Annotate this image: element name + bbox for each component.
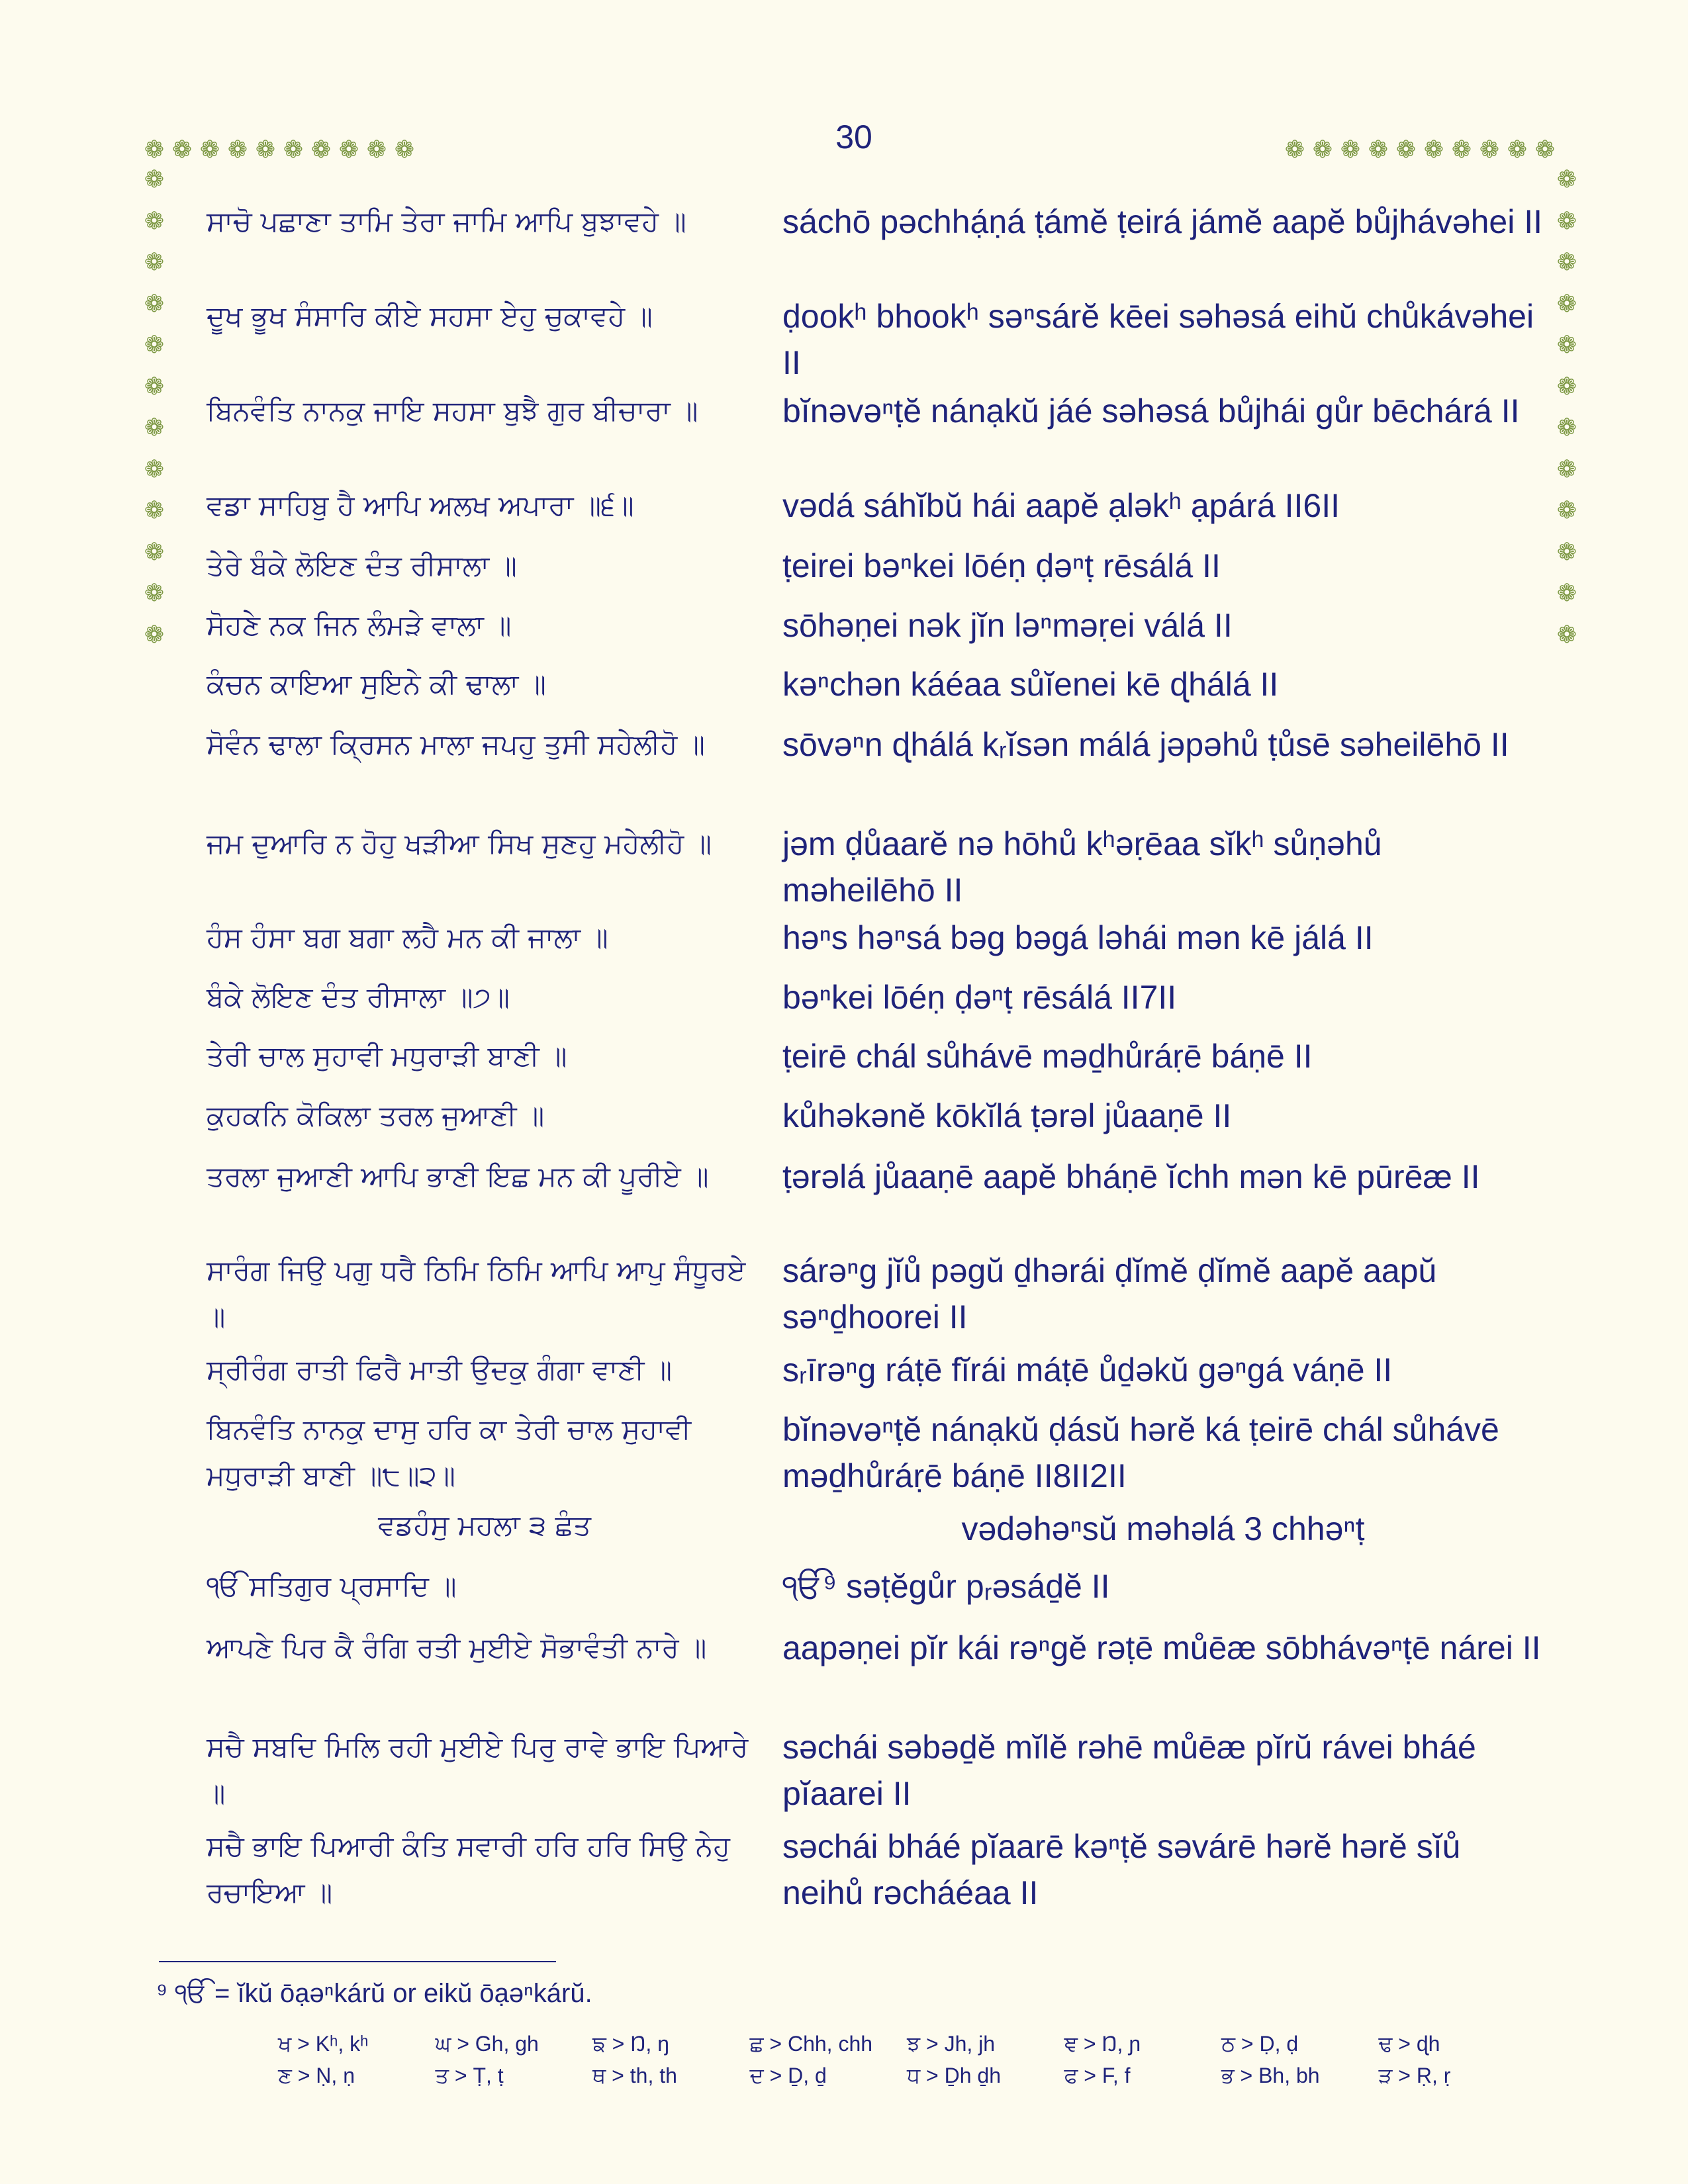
legend-entry: ਝ > Jh, jh [907, 2032, 996, 2056]
page-number: 30 [835, 118, 872, 156]
flower-ornament-icon: ❁ [1395, 136, 1417, 163]
flower-ornament-icon: ❁ [338, 136, 359, 163]
flower-ornament-icon: ❁ [1479, 136, 1500, 163]
footnote [156, 1979, 1546, 2009]
transliteration-heading: vədəhəⁿsŭ məhəlá 3 chhəⁿṭ [961, 1510, 1365, 1547]
legend-entry: ਤ > Ṭ, ṭ [435, 2064, 504, 2087]
flower-ornament-icon: ❁ [1534, 136, 1556, 163]
gurmukhi-text: ਤੇਰੀ ਚਾਲ ਸੁਹਾਵੀ ਮਧੁਰਾੜੀ ਬਾਣੀ ॥ [207, 1040, 567, 1072]
flower-ornament-icon: ❁ [1556, 249, 1577, 276]
transliteration-text: səchái səbəḏĕ mĭlĕ rəhē můēæ pĭrŭ rávei bháé pĭaarei II [782, 1729, 1476, 1812]
legend-entry: ੜ > Ṛ, ṛ [1378, 2064, 1451, 2087]
legend-entry: ਘ > Gh, gh [435, 2032, 539, 2056]
flower-ornament-icon: ❁ [1556, 414, 1577, 441]
flower-ornament-icon: ❁ [394, 136, 415, 163]
flower-ornament-icon: ❁ [144, 166, 165, 193]
flower-ornament-icon: ❁ [227, 136, 248, 163]
transliteration-text: bĭnəvəⁿṭĕ nánạkŭ jáé səhəsá bůjhái gůr bēchárá II [782, 392, 1520, 430]
transliteration-text: ṭeirei bəⁿkei lōéṇ ḍəⁿṭ rēsálá II [782, 547, 1221, 584]
flower-ornament-icon: ❁ [1284, 136, 1305, 163]
top-left-ornament [140, 136, 418, 164]
gurmukhi-text: ਕੰਚਨ ਕਾਇਆ ਸੁਇਨੇ ਕੀ ਢਾਲਾ ॥ [207, 668, 546, 700]
transliteration-text: səchái bháé pĭaarē kəⁿṭĕ səvárē hərĕ hərĕ sĭů neihů rəcháéaa II [782, 1828, 1461, 1911]
transliteration-text: bĭnəvəⁿṭĕ nánạkŭ ḍásŭ hərĕ ká ṭeirē chál sůhávē məḏhůráṛē báṇē II8II2II [782, 1411, 1499, 1494]
flower-ornament-icon: ❁ [1556, 580, 1577, 607]
flower-ornament-icon: ❁ [144, 332, 165, 359]
right-ornament-column [1553, 159, 1581, 656]
top-right-ornament [1281, 136, 1559, 164]
flower-ornament-icon: ❁ [1556, 290, 1577, 318]
flower-ornament-icon: ❁ [144, 621, 165, 649]
flower-ornament-icon: ❁ [144, 538, 165, 566]
flower-ornament-icon: ❁ [144, 580, 165, 607]
gurmukhi-text: ਬਿਨਵੰਤਿ ਨਾਨਕੁ ਦਾਸੁ ਹਰਿ ਕਾ ਤੇਰੀ ਚਾਲ ਸੁਹਾਵੀ ਮਧੁਰਾੜੀ ਬਾਣੀ ॥੮॥੨॥ [207, 1413, 692, 1492]
flower-ornament-icon: ❁ [1368, 136, 1389, 163]
legend-row [278, 2032, 1536, 2064]
gurmukhi-text: ਦੂਖ ਭੂਖ ਸੰਸਾਰਿ ਕੀਏ ਸਹਸਾ ਏਹੁ ਚੁਕਾਵਹੇ ॥ [207, 300, 653, 332]
transliteration-text: sᵣīrəⁿg ráṭē fĭrái máṭē ůḏəkŭ gəⁿgá váṇē II [782, 1351, 1393, 1388]
flower-ornament-icon: ❁ [144, 497, 165, 524]
flower-ornament-icon: ❁ [1556, 497, 1577, 524]
flower-ornament-icon: ❁ [144, 249, 165, 276]
footnote-text: ੴ = ĭkŭ ōạəⁿkárŭ or eikŭ ōạəⁿkárŭ. [175, 1979, 592, 2008]
legend-entry: ਢ > ɖh [1378, 2032, 1440, 2056]
gurmukhi-text: ੴ ਸਤਿਗੁਰ ਪ੍ਰਸਾਦਿ ॥ [207, 1570, 457, 1602]
transliteration-text: sōhəṇei nək jĭn ləⁿməṛei válá II [782, 607, 1233, 644]
legend-entry: ਭ > Bh, bh [1221, 2064, 1320, 2087]
legend-entry: ਫ > F, f [1064, 2064, 1131, 2087]
gurmukhi-text: ਵਡਾ ਸਾਹਿਬੁ ਹੈ ਆਪਿ ਅਲਖ ਅਪਾਰਾ ॥੬॥ [207, 489, 634, 522]
flower-ornament-icon: ❁ [1423, 136, 1444, 163]
gurmukhi-text: ਜਮ ਦੁਆਰਿ ਨ ਹੋਹੁ ਖੜੀਆ ਸਿਖ ਸੁਣਹੁ ਮਹੇਲੀਹੋ ॥ [207, 827, 712, 860]
flower-ornament-icon: ❁ [144, 414, 165, 441]
flower-ornament-icon: ❁ [1312, 136, 1333, 163]
transliteration-text: kůhəkənĕ kōkĭlá ṭərəl jůaaṇē II [782, 1097, 1232, 1134]
flower-ornament-icon: ❁ [255, 136, 276, 163]
flower-ornament-icon: ❁ [1556, 373, 1577, 400]
transliteration-text: ṭeirē chál sůhávē məḏhůráṛē báṇē II [782, 1038, 1313, 1075]
gurmukhi-text: ਬੰਕੇ ਲੋਇਣ ਦੰਤ ਰੀਸਾਲਾ ॥੭॥ [207, 981, 510, 1013]
transliteration-legend [278, 2032, 1536, 2095]
flower-ornament-icon: ❁ [1556, 166, 1577, 193]
flower-ornament-icon: ❁ [1556, 207, 1577, 235]
flower-ornament-icon: ❁ [1556, 538, 1577, 566]
transliteration-text: jəm ḍůaarĕ nə hōhů kʰəṛēaa sĭkʰ sůṇəhů məheilēhō II [782, 825, 1382, 909]
flower-ornament-icon: ❁ [1507, 136, 1528, 163]
legend-entry: ਞ > Ŋ, ɲ [1064, 2032, 1141, 2056]
transliteration-text: aapəṇei pĭr kái rəⁿgĕ rəṭē můēæ sōbhávəⁿṭē nárei II [782, 1629, 1541, 1666]
transliteration-text: sáchō pəchhạ́ṇá ṭámĕ ṭeirá jámĕ aapĕ bůjhávəhei II [782, 203, 1542, 240]
gurmukhi-text: ਸਾਰੰਗ ਜਿਉ ਪਗੁ ਧਰੈ ਠਿਮਿ ਠਿਮਿ ਆਪਿ ਆਪੁ ਸੰਧੂਰਏ ॥ [207, 1254, 746, 1333]
transliteration-text: sárəⁿg jĭů pəgŭ ḏhərái ḍĭmĕ ḍĭmĕ aapĕ aapŭ səⁿḏhoorei II [782, 1252, 1437, 1336]
gurmukhi-text: ਸ੍ਰੀਰੰਗ ਰਾਤੀ ਫਿਰੈ ਮਾਤੀ ਉਦਕੁ ਗੰਗਾ ਵਾਣੀ ॥ [207, 1353, 673, 1386]
transliteration-text: vədá sáhĭbŭ hái aapĕ ạləkʰ ạpárá II6II [782, 487, 1340, 524]
flower-ornament-icon: ❁ [144, 373, 165, 400]
legend-entry: ਧ > Ḏh ḏh [907, 2064, 1002, 2087]
flower-ornament-icon: ❁ [171, 136, 193, 163]
transliteration-text: bəⁿkei lōéṇ ḍəⁿṭ rēsálá II7II [782, 979, 1177, 1016]
flower-ornament-icon: ❁ [144, 290, 165, 318]
legend-entry: ਥ > th, th [592, 2064, 677, 2087]
legend-entry: ਦ > Ḏ, ḏ [749, 2064, 827, 2087]
gurmukhi-text: ਸੋਹਣੇ ਨਕ ਜਿਨ ਲੰਮੜੇ ਵਾਲਾ ॥ [207, 609, 512, 641]
flower-ornament-icon: ❁ [1451, 136, 1472, 163]
gurmukhi-text: ਹੰਸ ਹੰਸਾ ਬਗ ਬਗਾ ਲਹੈ ਮਨ ਕੀ ਜਾਲਾ ॥ [207, 921, 608, 954]
flower-ornament-icon: ❁ [1556, 332, 1577, 359]
flower-ornament-icon: ❁ [1340, 136, 1361, 163]
gurmukhi-text: ਸੋਵੰਨ ਢਾਲਾ ਕ੍ਰਿਸਨ ਮਾਲਾ ਜਪਹੁ ਤੁਸੀ ਸਹੇਲੀਹੋ ॥ [207, 728, 705, 760]
legend-entry: ਠ > Ḍ, ḍ [1221, 2032, 1299, 2056]
transliteration-text: kəⁿchən káéaa sůĭenei kē ɖhálá II [782, 666, 1279, 703]
footnote-divider [159, 1961, 556, 1962]
transliteration-text: sōvəⁿn ɖhálá kᵣĭsən málá jəpəhů ṭůsē səheilēhō II [782, 726, 1509, 763]
transliteration-text: ੴ⁹ səṭĕgůr pᵣəsáḏĕ II [782, 1568, 1110, 1605]
legend-entry: ਛ > Chh, chh [749, 2032, 873, 2056]
gurmukhi-text: ਆਪਣੇ ਪਿਰ ਕੈ ਰੰਗਿ ਰਤੀ ਮੁਈਏ ਸੋਭਾਵੰਤੀ ਨਾਰੇ ॥ [207, 1631, 707, 1664]
gurmukhi-text: ਸਚੈ ਸਬਦਿ ਮਿਲਿ ਰਹੀ ਮੁਈਏ ਪਿਰੁ ਰਾਵੇ ਭਾਇ ਪਿਆਰੇ ॥ [207, 1731, 749, 1809]
flower-ornament-icon: ❁ [144, 207, 165, 235]
transliteration-text: ṭərəlá jůaaṇē aapĕ bháṇē ĭchh mən kē pūrēæ II [782, 1158, 1480, 1195]
flower-ornament-icon: ❁ [1556, 621, 1577, 649]
left-ornament-column [140, 159, 168, 656]
gurmukhi-heading: ਵਡਹੰਸੁ ਮਹਲਾ ੩ ਛੰਤ [378, 1509, 591, 1541]
gurmukhi-text: ਕੁਹਕਨਿ ਕੋਕਿਲਾ ਤਰਲ ਜੁਆਣੀ ॥ [207, 1099, 545, 1132]
flower-ornament-icon: ❁ [366, 136, 387, 163]
gurmukhi-text: ਬਿਨਵੰਤਿ ਨਾਨਕੁ ਜਾਇ ਸਹਸਾ ਬੁਝੈ ਗੁਰ ਬੀਚਾਰਾ ॥ [207, 394, 698, 427]
flower-ornament-icon: ❁ [199, 136, 220, 163]
legend-row [278, 2064, 1536, 2095]
flower-ornament-icon: ❁ [310, 136, 332, 163]
flower-ornament-icon: ❁ [283, 136, 304, 163]
gurmukhi-text: ਸਚੈ ਭਾਇ ਪਿਆਰੀ ਕੰਤਿ ਸਵਾਰੀ ਹਰਿ ਹਰਿ ਸਿਉ ਨੇਹੁ ਰਚਾਇਆ ॥ [207, 1830, 730, 1909]
flower-ornament-icon: ❁ [1556, 455, 1577, 483]
legend-entry: ਙ > Ŋ, ŋ [592, 2032, 669, 2056]
transliteration-text: həⁿs həⁿsá bəg bəgá ləhái mən kē jálá II [782, 919, 1374, 956]
gurmukhi-text: ਤਰਲਾ ਜੁਆਣੀ ਆਪਿ ਭਾਣੀ ਇਛ ਮਨ ਕੀ ਪੂਰੀਏ ॥ [207, 1160, 709, 1193]
gurmukhi-text: ਸਾਚੋ ਪਛਾਣਾ ਤਾਮਿ ਤੇਰਾ ਜਾਮਿ ਆਪਿ ਬੁਝਾਵਹੇ ॥ [207, 205, 686, 238]
flower-ornament-icon: ❁ [144, 455, 165, 483]
gurmukhi-text: ਤੇਰੇ ਬੰਕੇ ਲੋਇਣ ਦੰਤ ਰੀਸਾਲਾ ॥ [207, 549, 517, 582]
flower-ornament-icon: ❁ [144, 136, 165, 163]
transliteration-text: ḍookʰ bhookʰ səⁿsárĕ kēei səhəsá eihŭ chůkávəhei II [782, 298, 1534, 381]
footnote-marker: ⁹ [156, 1979, 168, 2008]
legend-entry: ਣ > Ṇ, ṇ [278, 2064, 355, 2087]
legend-entry: ਖ > Kʰ, kʰ [278, 2032, 369, 2056]
